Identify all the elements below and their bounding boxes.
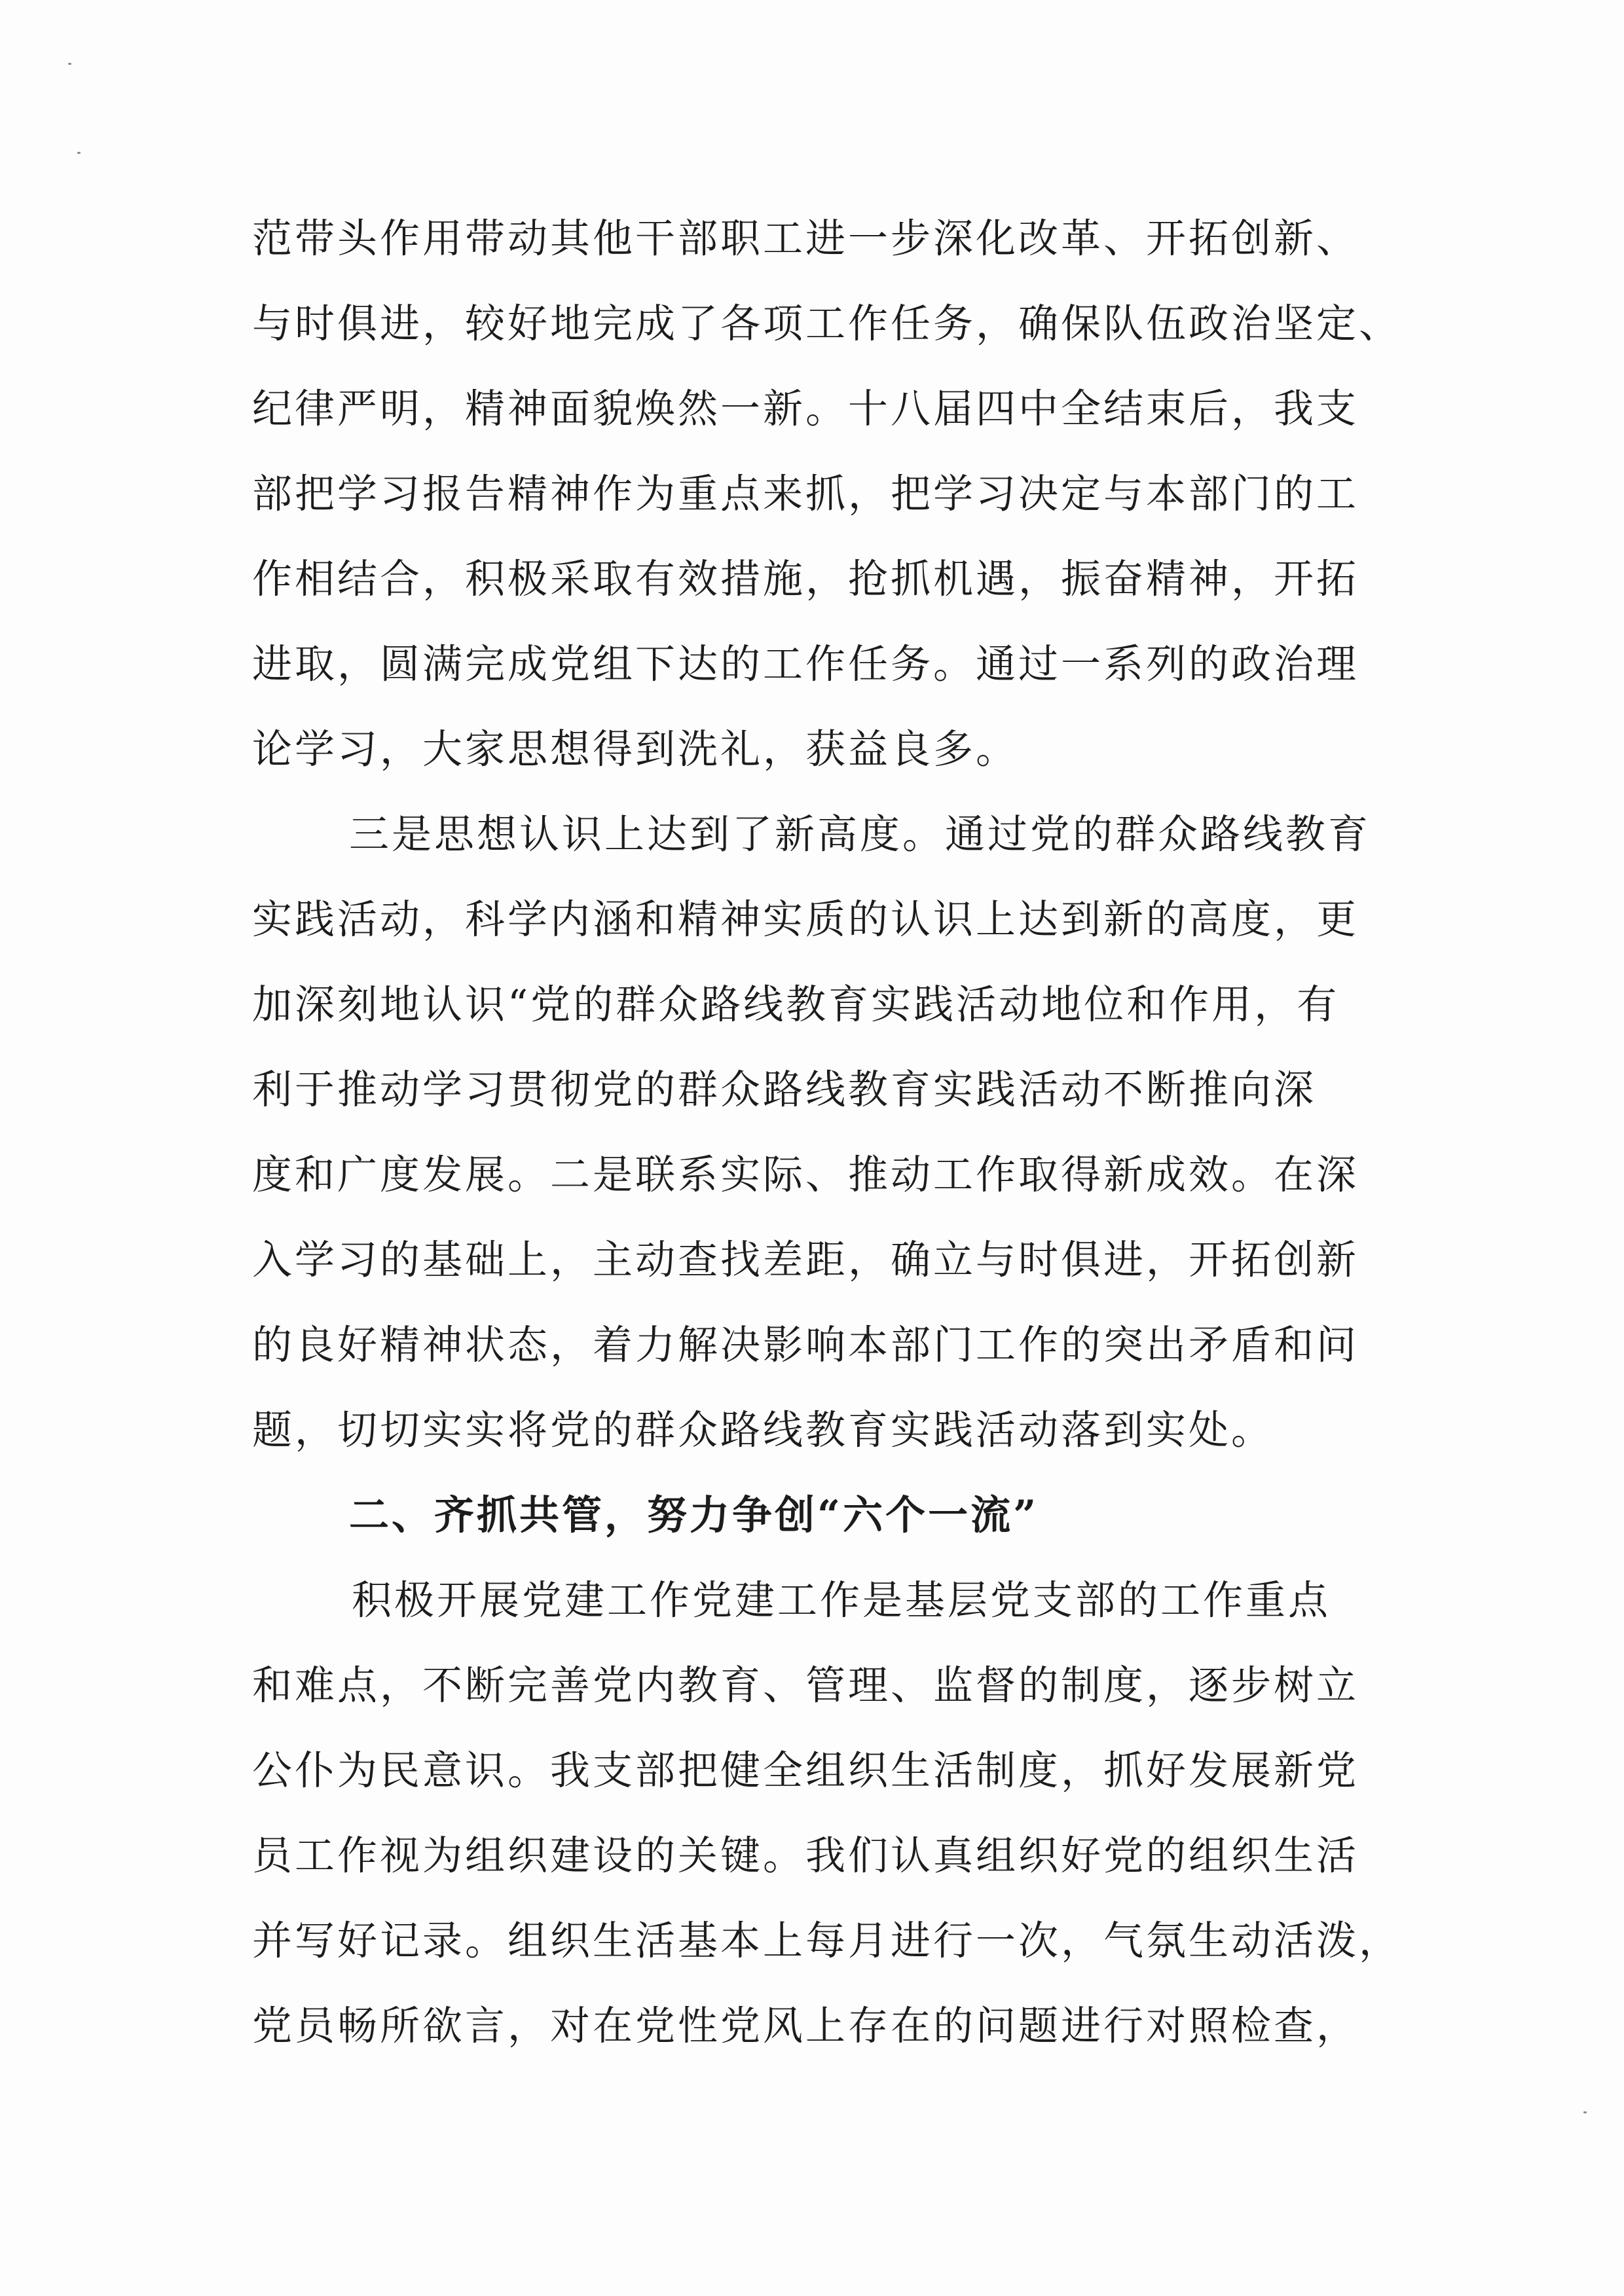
text-line: 加深刻地认识“党的群众路线教育实践活动地位和作用，有 [252,981,1340,1028]
body-text [252,196,1405,2069]
text-line: 纪律严明，精神面貌焕然一新。十八届四中全结束后，我支 [252,386,1359,432]
text-line: 与时俱进，较好地完成了各项工作任务，确保队伍政治坚定、 [252,301,1402,347]
text-line: 积极开展党建工作党建工作是基层党支部的工作重点 [352,1577,1331,1624]
text-line: 员工作视为组织建设的关键。我们认真组织好党的组织生活 [252,1832,1359,1879]
text-line: 题，切切实实将党的群众路线教育实践活动落到实处。 [252,1407,1274,1453]
text-line: 部把学习报告精神作为重点来抓，把学习决定与本部门的工 [252,471,1359,517]
text-line: 利于推动学习贯彻党的群众路线教育实践活动不断推向深 [252,1066,1317,1113]
text-line: 论学习，大家思想得到洗礼，获益良多。 [252,726,1019,773]
scan-speck [68,63,71,65]
text-line: 入学习的基础上，主动查找差距，确立与时俱进，开拓创新 [252,1237,1359,1283]
text-line: 度和广度发展。二是联系实际、推动工作取得新成效。在深 [252,1152,1359,1198]
text-line: 进取，圆满完成党组下达的工作任务。通过一系列的政治理 [252,641,1359,687]
text-line: 三是思想认识上达到了新高度。通过党的群众路线教育 [349,811,1371,858]
scan-speck [1583,2111,1587,2113]
section-heading: 二、齐抓共管，努力争创“六个一流” [349,1492,1039,1539]
text-line: 实践活动，科学内涵和精神实质的认识上达到新的高度，更 [252,896,1359,943]
text-line: 和难点，不断完善党内教育、管理、监督的制度，逐步树立 [252,1662,1359,1709]
text-line: 公仆为民意识。我支部把健全组织生活制度，抓好发展新党 [252,1747,1359,1794]
text-line: 的良好精神状态，着力解决影响本部门工作的突出矛盾和问 [252,1322,1359,1368]
text-line: 范带头作用带动其他干部职工进一步深化改革、开拓创新、 [252,215,1359,262]
text-line: 并写好记录。组织生活基本上每月进行一次，气氛生动活泼， [252,1918,1402,1964]
scan-speck [77,152,81,154]
text-line: 作相结合，积极采取有效措施，抢抓机遇，振奋精神，开拓 [252,556,1359,602]
text-line: 党员畅所欲言，对在党性党风上存在的问题进行对照检查， [252,2003,1359,2049]
